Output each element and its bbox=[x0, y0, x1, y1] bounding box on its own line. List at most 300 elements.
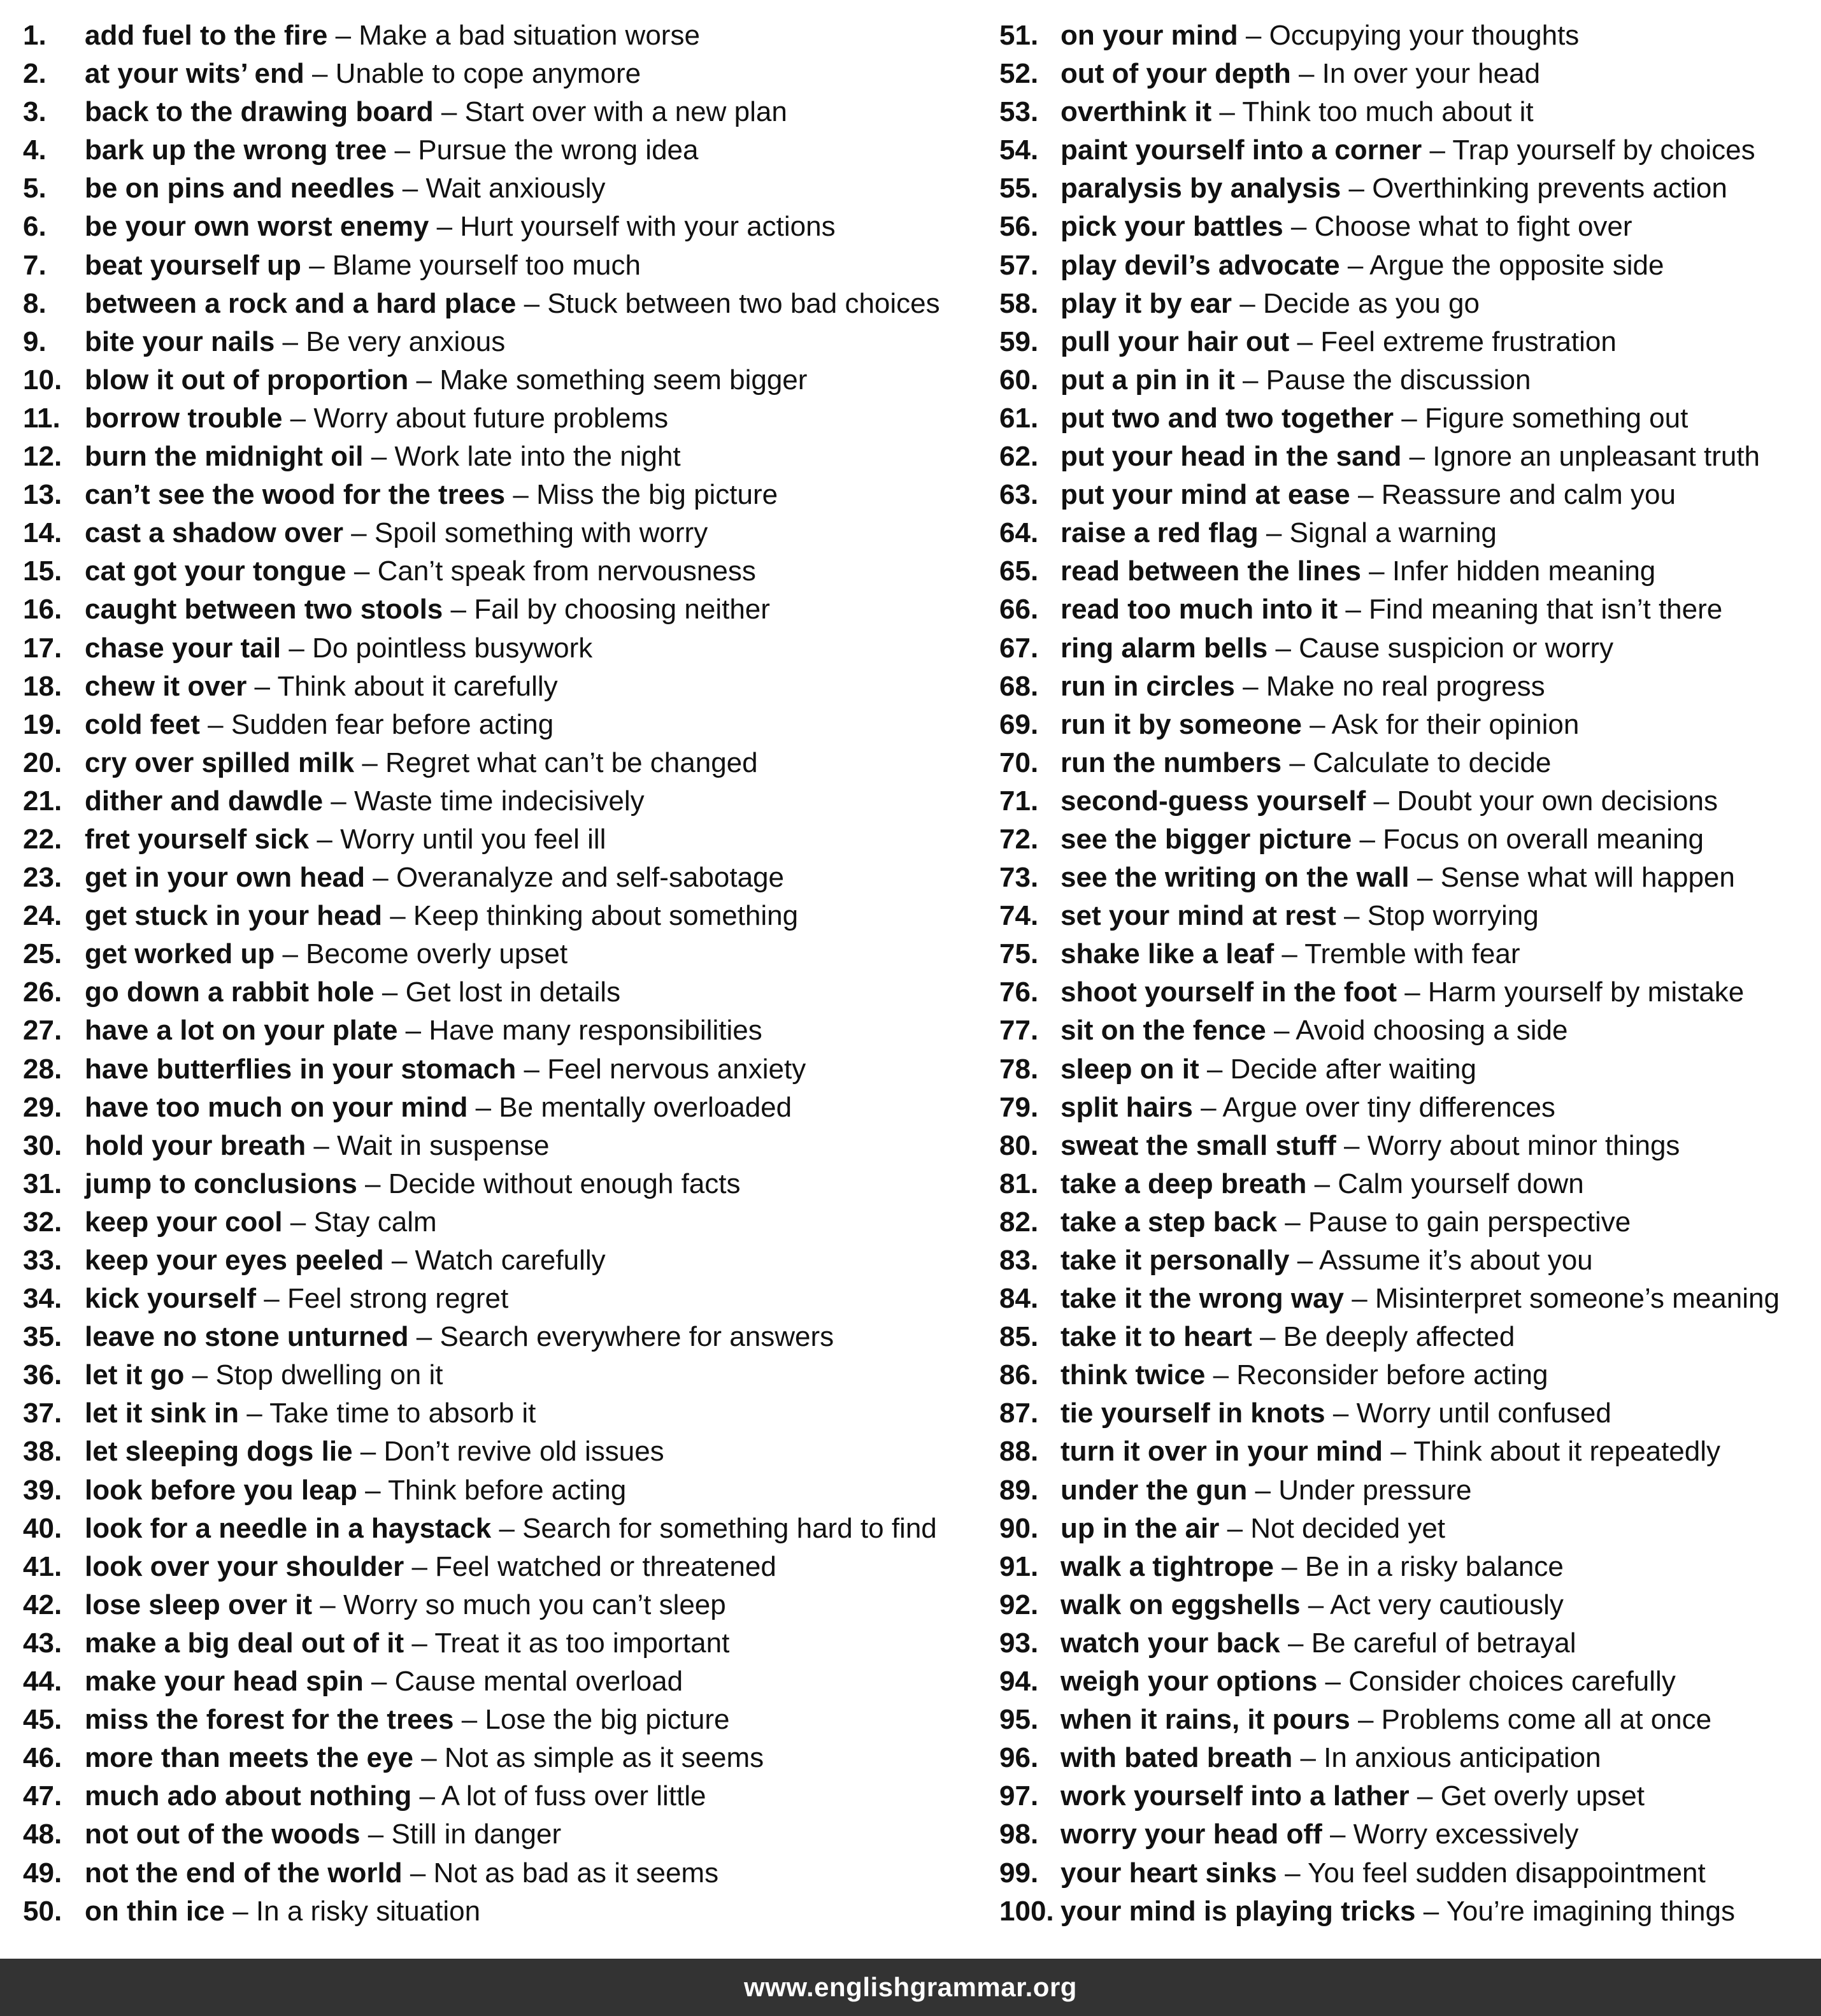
idiom-separator: – bbox=[1352, 823, 1383, 855]
idiom-term: beat yourself up bbox=[85, 249, 301, 281]
idiom-definition: Argue the opposite side bbox=[1369, 249, 1664, 281]
idiom-text bbox=[85, 1548, 776, 1586]
idiom-number: 14. bbox=[23, 517, 62, 549]
idiom-separator: – bbox=[387, 134, 418, 166]
idiom-term: overthink it bbox=[1060, 96, 1212, 128]
idiom-definition: Pause to gain perspective bbox=[1308, 1206, 1631, 1238]
idiom-separator: – bbox=[1401, 441, 1433, 473]
idiom-number: 43. bbox=[23, 1627, 62, 1659]
idiom-text bbox=[1060, 55, 1540, 93]
idiom-term: cry over spilled milk bbox=[85, 747, 355, 778]
idiom-definition: Overanalyze and self-sabotage bbox=[396, 862, 784, 894]
idiom-text bbox=[1060, 399, 1688, 438]
idiom-definition: Avoid choosing a side bbox=[1296, 1015, 1568, 1047]
idiom-separator: – bbox=[1219, 1512, 1251, 1544]
idiom-item bbox=[23, 247, 978, 285]
idiom-term: ring alarm bells bbox=[1060, 632, 1268, 664]
idiom-item bbox=[999, 897, 1818, 935]
idiom-item bbox=[23, 744, 978, 782]
idiom-separator: – bbox=[360, 1819, 392, 1850]
idiom-item bbox=[999, 1510, 1818, 1548]
idiom-definition: You’re imagining things bbox=[1446, 1895, 1735, 1927]
idiom-item bbox=[23, 131, 978, 169]
idiom-definition: Ask for their opinion bbox=[1331, 708, 1580, 740]
idiom-separator: – bbox=[357, 1168, 389, 1199]
idiom-item bbox=[999, 514, 1818, 552]
idiom-term: leave no stone unturned bbox=[85, 1321, 409, 1353]
idiom-number: 4. bbox=[23, 134, 46, 166]
idiom-column-right bbox=[999, 17, 1818, 1931]
idiom-item bbox=[23, 285, 978, 323]
idiom-separator: – bbox=[1409, 862, 1441, 894]
idiom-separator: – bbox=[199, 708, 231, 740]
idiom-definition: Doubt your own decisions bbox=[1397, 785, 1718, 817]
idiom-item bbox=[23, 1012, 978, 1050]
idiom-term: on thin ice bbox=[85, 1895, 225, 1927]
idiom-text bbox=[85, 1433, 664, 1471]
idiom-term: pick your battles bbox=[1060, 211, 1283, 243]
idiom-text bbox=[1060, 208, 1632, 246]
idiom-number: 81. bbox=[999, 1168, 1039, 1199]
idiom-number: 45. bbox=[23, 1704, 62, 1736]
idiom-separator: – bbox=[1205, 1359, 1237, 1391]
idiom-definition: Stuck between two bad choices bbox=[547, 287, 940, 319]
idiom-definition: Think about it repeatedly bbox=[1413, 1436, 1721, 1468]
idiom-number: 99. bbox=[999, 1857, 1039, 1889]
idiom-number: 33. bbox=[23, 1245, 62, 1276]
idiom-definition: Not as bad as it seems bbox=[433, 1857, 719, 1889]
idiom-term: out of your depth bbox=[1060, 58, 1291, 90]
idiom-separator: – bbox=[1339, 249, 1370, 281]
idiom-term: bark up the wrong tree bbox=[85, 134, 387, 166]
idiom-definition: Not decided yet bbox=[1250, 1512, 1446, 1544]
idiom-item bbox=[999, 17, 1818, 55]
idiom-text bbox=[85, 1662, 683, 1701]
idiom-definition: Keep thinking about something bbox=[413, 900, 799, 932]
idiom-text bbox=[85, 247, 641, 285]
idiom-separator: – bbox=[282, 402, 314, 434]
idiom-number: 98. bbox=[999, 1819, 1039, 1850]
idiom-separator: – bbox=[1280, 1627, 1311, 1659]
idiom-term: get in your own head bbox=[85, 862, 366, 894]
idiom-term: have a lot on your plate bbox=[85, 1015, 398, 1047]
idiom-separator: – bbox=[1266, 1015, 1296, 1047]
idiom-term: blow it out of proportion bbox=[85, 364, 409, 396]
idiom-item bbox=[23, 1739, 978, 1777]
idiom-item bbox=[999, 706, 1818, 744]
idiom-item bbox=[999, 476, 1818, 514]
idiom-term: play devil’s advocate bbox=[1060, 249, 1340, 281]
idiom-separator: – bbox=[468, 1091, 499, 1123]
idiom-number: 68. bbox=[999, 670, 1039, 702]
idiom-separator: – bbox=[408, 1321, 440, 1353]
idiom-item bbox=[999, 93, 1818, 131]
idiom-definition: Wait in suspense bbox=[337, 1129, 550, 1161]
idiom-item bbox=[999, 859, 1818, 897]
idiom-definition: Sense what will happen bbox=[1440, 862, 1735, 894]
idiom-separator: – bbox=[1317, 1666, 1349, 1698]
idiom-item bbox=[23, 1318, 978, 1356]
idiom-number: 41. bbox=[23, 1550, 62, 1582]
idiom-number: 56. bbox=[999, 211, 1039, 243]
idiom-separator: – bbox=[1283, 211, 1315, 243]
idiom-term: read between the lines bbox=[1060, 555, 1361, 587]
idiom-term: make a big deal out of it bbox=[85, 1627, 404, 1659]
idiom-definition: Choose what to fight over bbox=[1314, 211, 1632, 243]
idiom-item bbox=[23, 897, 978, 935]
idiom-item bbox=[23, 1050, 978, 1089]
idiom-number: 67. bbox=[999, 632, 1039, 664]
idiom-term: make your head spin bbox=[85, 1666, 364, 1698]
idiom-number: 44. bbox=[23, 1666, 62, 1698]
idiom-definition: You feel sudden disappointment bbox=[1308, 1857, 1706, 1889]
idiom-definition: Cause suspicion or worry bbox=[1299, 632, 1614, 664]
idiom-text bbox=[1060, 1241, 1593, 1280]
idiom-separator: – bbox=[275, 938, 306, 970]
idiom-text bbox=[1060, 820, 1704, 859]
idiom-term: second-guess yourself bbox=[1060, 785, 1366, 817]
idiom-separator: – bbox=[394, 173, 426, 204]
idiom-number: 5. bbox=[23, 173, 46, 204]
idiom-number: 38. bbox=[23, 1436, 62, 1468]
idiom-term: not out of the woods bbox=[85, 1819, 361, 1850]
idiom-number: 77. bbox=[999, 1015, 1039, 1047]
idiom-item bbox=[999, 1815, 1818, 1854]
idiom-item bbox=[999, 973, 1818, 1012]
idiom-term: cold feet bbox=[85, 708, 200, 740]
idiom-separator: – bbox=[1268, 632, 1299, 664]
idiom-number: 69. bbox=[999, 708, 1039, 740]
idiom-number: 84. bbox=[999, 1283, 1039, 1315]
idiom-item bbox=[999, 1394, 1818, 1433]
idiom-term: put your mind at ease bbox=[1060, 479, 1350, 511]
idiom-item bbox=[999, 1089, 1818, 1127]
idiom-separator: – bbox=[1282, 747, 1313, 778]
idiom-item bbox=[999, 1662, 1818, 1701]
idiom-number: 91. bbox=[999, 1550, 1039, 1582]
idiom-item bbox=[999, 1739, 1818, 1777]
idiom-term: paralysis by analysis bbox=[1060, 173, 1341, 204]
idiom-number: 7. bbox=[23, 249, 46, 281]
idiom-text bbox=[1060, 935, 1520, 973]
idiom-number: 25. bbox=[23, 938, 62, 970]
idiom-separator: – bbox=[1258, 517, 1290, 549]
idiom-text bbox=[85, 1318, 834, 1356]
idiom-separator: – bbox=[1238, 20, 1269, 51]
idiom-separator: – bbox=[365, 862, 396, 894]
idiom-text bbox=[1060, 1012, 1567, 1050]
idiom-item bbox=[999, 552, 1818, 590]
idiom-text bbox=[1060, 476, 1676, 514]
idiom-item bbox=[23, 1471, 978, 1510]
idiom-text bbox=[1060, 17, 1579, 55]
idiom-number: 28. bbox=[23, 1053, 62, 1085]
idiom-term: take it to heart bbox=[1060, 1321, 1252, 1353]
idiom-number: 70. bbox=[999, 747, 1039, 778]
idiom-definition: A lot of fuss over little bbox=[441, 1780, 706, 1812]
idiom-item bbox=[23, 1701, 978, 1739]
idiom-term: put two and two together bbox=[1060, 402, 1394, 434]
idiom-item bbox=[23, 590, 978, 629]
idiom-number: 62. bbox=[999, 441, 1039, 473]
idiom-number: 10. bbox=[23, 364, 62, 396]
idiom-separator: – bbox=[354, 747, 386, 778]
idiom-text bbox=[85, 1624, 729, 1662]
idiom-separator: – bbox=[1343, 1283, 1375, 1315]
idiom-definition: Overthinking prevents action bbox=[1372, 173, 1727, 204]
idiom-item bbox=[999, 1892, 1818, 1931]
idiom-text bbox=[85, 17, 700, 55]
idiom-separator: – bbox=[327, 20, 359, 51]
idiom-term: burn the midnight oil bbox=[85, 441, 364, 473]
idiom-text bbox=[1060, 706, 1579, 744]
idiom-text bbox=[85, 93, 787, 131]
idiom-separator: – bbox=[443, 594, 475, 626]
idiom-number: 11. bbox=[23, 402, 61, 434]
idiom-item bbox=[23, 93, 978, 131]
idiom-item bbox=[23, 1586, 978, 1624]
idiom-item bbox=[999, 744, 1818, 782]
idiom-term: put a pin in it bbox=[1060, 364, 1235, 396]
idiom-term: run it by someone bbox=[1060, 708, 1302, 740]
idiom-item bbox=[23, 514, 978, 552]
idiom-separator: – bbox=[1292, 1742, 1324, 1774]
idiom-definition: Do pointless busywork bbox=[312, 632, 593, 664]
idiom-definition: Worry so much you can’t sleep bbox=[343, 1589, 726, 1620]
idiom-separator: – bbox=[1290, 58, 1322, 90]
idiom-item bbox=[999, 169, 1818, 208]
idiom-definition: Decide as you go bbox=[1262, 287, 1480, 319]
idiom-definition: Fail by choosing neither bbox=[474, 594, 770, 626]
idiom-definition: Make no real progress bbox=[1266, 670, 1545, 702]
idiom-term: cast a shadow over bbox=[85, 517, 343, 549]
idiom-definition: Be mentally overloaded bbox=[499, 1091, 792, 1123]
idiom-number: 60. bbox=[999, 364, 1039, 396]
idiom-term: take it personally bbox=[1060, 1245, 1290, 1276]
idiom-item bbox=[23, 17, 978, 55]
idiom-text bbox=[85, 897, 798, 935]
idiom-item bbox=[999, 1127, 1818, 1165]
idiom-term: read too much into it bbox=[1060, 594, 1338, 626]
idiom-definition: Regret what can’t be changed bbox=[385, 747, 758, 778]
idiom-number: 49. bbox=[23, 1857, 62, 1889]
idiom-text bbox=[1060, 1471, 1472, 1510]
idiom-text bbox=[85, 1510, 937, 1548]
idiom-term: think twice bbox=[1060, 1359, 1206, 1391]
idiom-text bbox=[85, 859, 784, 897]
idiom-definition: Think before acting bbox=[388, 1474, 627, 1506]
idiom-separator: – bbox=[1199, 1053, 1231, 1085]
idiom-definition: Reassure and calm you bbox=[1381, 479, 1676, 511]
idiom-number: 50. bbox=[23, 1895, 62, 1927]
idiom-item bbox=[23, 1394, 978, 1433]
idiom-number: 40. bbox=[23, 1512, 62, 1544]
idiom-term: turn it over in your mind bbox=[1060, 1436, 1383, 1468]
idiom-definition: Not as simple as it seems bbox=[444, 1742, 764, 1774]
idiom-separator: – bbox=[383, 1245, 415, 1276]
idiom-separator: – bbox=[1341, 173, 1373, 204]
idiom-separator: – bbox=[1289, 1245, 1319, 1276]
idiom-number: 52. bbox=[999, 58, 1039, 90]
idiom-text bbox=[1060, 590, 1722, 629]
idiom-term: split hairs bbox=[1060, 1091, 1193, 1123]
idiom-text bbox=[85, 1203, 437, 1241]
idiom-text bbox=[85, 668, 558, 706]
idiom-number: 48. bbox=[23, 1819, 62, 1850]
idiom-text bbox=[85, 935, 568, 973]
idiom-definition: Feel extreme frustration bbox=[1320, 325, 1617, 357]
idiom-term: get stuck in your head bbox=[85, 900, 382, 932]
idiom-number: 15. bbox=[23, 555, 62, 587]
idiom-number: 51. bbox=[999, 20, 1039, 51]
idiom-definition: Figure something out bbox=[1424, 402, 1689, 434]
idiom-number: 74. bbox=[999, 900, 1039, 932]
idiom-definition: Search everywhere for answers bbox=[439, 1321, 834, 1353]
idiom-definition: Act very cautiously bbox=[1330, 1589, 1564, 1620]
idiom-item bbox=[23, 820, 978, 859]
idiom-number: 17. bbox=[23, 632, 62, 664]
idiom-separator: – bbox=[429, 211, 461, 243]
idiom-text bbox=[1060, 552, 1655, 590]
idiom-separator: – bbox=[1350, 1704, 1382, 1736]
idiom-definition: Work late into the night bbox=[394, 441, 681, 473]
idiom-text bbox=[1060, 1815, 1578, 1854]
idiom-item bbox=[999, 668, 1818, 706]
idiom-text bbox=[1060, 285, 1480, 323]
idiom-number: 23. bbox=[23, 862, 62, 894]
idiom-number: 12. bbox=[23, 441, 62, 473]
idiom-number: 3. bbox=[23, 96, 46, 128]
idiom-number: 92. bbox=[999, 1589, 1039, 1620]
idiom-text bbox=[1060, 1433, 1720, 1471]
idiom-separator: – bbox=[282, 1206, 314, 1238]
idiom-definition: Get lost in details bbox=[405, 976, 621, 1008]
idiom-definition: Problems come all at once bbox=[1381, 1704, 1712, 1736]
idiom-number: 87. bbox=[999, 1398, 1039, 1429]
idiom-text bbox=[85, 1394, 536, 1433]
idiom-item bbox=[23, 706, 978, 744]
idiom-item bbox=[23, 361, 978, 399]
idiom-item bbox=[23, 1280, 978, 1318]
idiom-item bbox=[23, 782, 978, 820]
idiom-number: 85. bbox=[999, 1321, 1039, 1353]
idiom-item bbox=[999, 208, 1818, 246]
footer-website-link[interactable]: www.englishgrammar.org bbox=[744, 1972, 1077, 2002]
idiom-definition: In anxious anticipation bbox=[1324, 1742, 1601, 1774]
idiom-definition: Worry until confused bbox=[1356, 1398, 1611, 1429]
idiom-number: 72. bbox=[999, 823, 1039, 855]
idiom-term: look before you leap bbox=[85, 1474, 357, 1506]
idiom-number: 96. bbox=[999, 1742, 1039, 1774]
idiom-definition: Feel strong regret bbox=[287, 1283, 509, 1315]
idiom-definition: Be deeply affected bbox=[1283, 1321, 1515, 1353]
idiom-separator: – bbox=[516, 287, 548, 319]
idiom-definition: Trap yourself by choices bbox=[1452, 134, 1755, 166]
idiom-definition: Be careful of betrayal bbox=[1311, 1627, 1576, 1659]
idiom-term: look for a needle in a haystack bbox=[85, 1512, 492, 1544]
idiom-number: 100. bbox=[999, 1895, 1054, 1927]
idiom-text bbox=[1060, 1127, 1680, 1165]
idiom-text bbox=[1060, 1739, 1601, 1777]
idiom-text bbox=[85, 1012, 762, 1050]
idiom-separator: – bbox=[357, 1474, 388, 1506]
idiom-definition: Decide after waiting bbox=[1230, 1053, 1476, 1085]
idiom-text bbox=[1060, 782, 1718, 820]
idiom-text bbox=[1060, 514, 1497, 552]
idiom-separator: – bbox=[363, 1666, 395, 1698]
idiom-term: take a deep breath bbox=[1060, 1168, 1307, 1199]
idiom-number: 30. bbox=[23, 1129, 62, 1161]
idiom-number: 97. bbox=[999, 1780, 1039, 1812]
idiom-definition: Consider choices carefully bbox=[1348, 1666, 1676, 1698]
idiom-text bbox=[1060, 93, 1534, 131]
idiom-separator: – bbox=[312, 1589, 343, 1620]
idiom-text bbox=[1060, 1624, 1576, 1662]
idiom-definition: Lose the big picture bbox=[485, 1704, 730, 1736]
idiom-separator: – bbox=[411, 1780, 441, 1812]
idiom-definition: Stay calm bbox=[313, 1206, 437, 1238]
idiom-separator: – bbox=[453, 1704, 485, 1736]
idiom-item bbox=[999, 1241, 1818, 1280]
idiom-definition: Take time to absorb it bbox=[269, 1398, 536, 1429]
idiom-definition: Under pressure bbox=[1278, 1474, 1472, 1506]
idiom-number: 9. bbox=[23, 325, 46, 357]
idiom-item bbox=[999, 131, 1818, 169]
idiom-text bbox=[1060, 1892, 1735, 1931]
idiom-separator: – bbox=[1274, 938, 1305, 970]
idiom-item bbox=[999, 361, 1818, 399]
idiom-text bbox=[85, 476, 778, 514]
idiom-term: sleep on it bbox=[1060, 1053, 1199, 1085]
idiom-definition: Be very anxious bbox=[306, 325, 506, 357]
idiom-item bbox=[999, 1050, 1818, 1089]
idiom-term: set your mind at rest bbox=[1060, 900, 1336, 932]
idiom-number: 24. bbox=[23, 900, 62, 932]
idiom-definition: Argue over tiny differences bbox=[1222, 1091, 1555, 1123]
idiom-item bbox=[23, 169, 978, 208]
idiom-item bbox=[999, 1203, 1818, 1241]
idiom-text bbox=[1060, 1394, 1611, 1433]
idiom-number: 73. bbox=[999, 862, 1039, 894]
idiom-term: up in the air bbox=[1060, 1512, 1220, 1544]
idiom-separator: – bbox=[1252, 1321, 1283, 1353]
idiom-text bbox=[1060, 169, 1727, 208]
idiom-item bbox=[999, 1012, 1818, 1050]
idiom-term: sit on the fence bbox=[1060, 1015, 1266, 1047]
idiom-number: 57. bbox=[999, 249, 1039, 281]
idiom-separator: – bbox=[397, 1015, 429, 1047]
idiom-text bbox=[85, 399, 668, 438]
idiom-number: 58. bbox=[999, 287, 1039, 319]
idiom-term: can’t see the wood for the trees bbox=[85, 479, 506, 511]
idiom-item bbox=[999, 1777, 1818, 1815]
idiom-number: 46. bbox=[23, 1742, 62, 1774]
idiom-text bbox=[85, 1356, 443, 1394]
idiom-text bbox=[85, 208, 836, 246]
idiom-number: 71. bbox=[999, 785, 1039, 817]
idiom-item bbox=[23, 323, 978, 361]
idiom-separator: – bbox=[246, 670, 278, 702]
idiom-text bbox=[85, 1050, 806, 1089]
idiom-definition: Stop dwelling on it bbox=[215, 1359, 443, 1391]
idiom-term: worry your head off bbox=[1060, 1819, 1322, 1850]
idiom-number: 63. bbox=[999, 479, 1039, 511]
idiom-term: when it rains, it pours bbox=[1060, 1704, 1350, 1736]
idiom-term: under the gun bbox=[1060, 1474, 1248, 1506]
idiom-separator: – bbox=[239, 1398, 270, 1429]
idiom-term: watch your back bbox=[1060, 1627, 1280, 1659]
idiom-term: let it sink in bbox=[85, 1398, 239, 1429]
